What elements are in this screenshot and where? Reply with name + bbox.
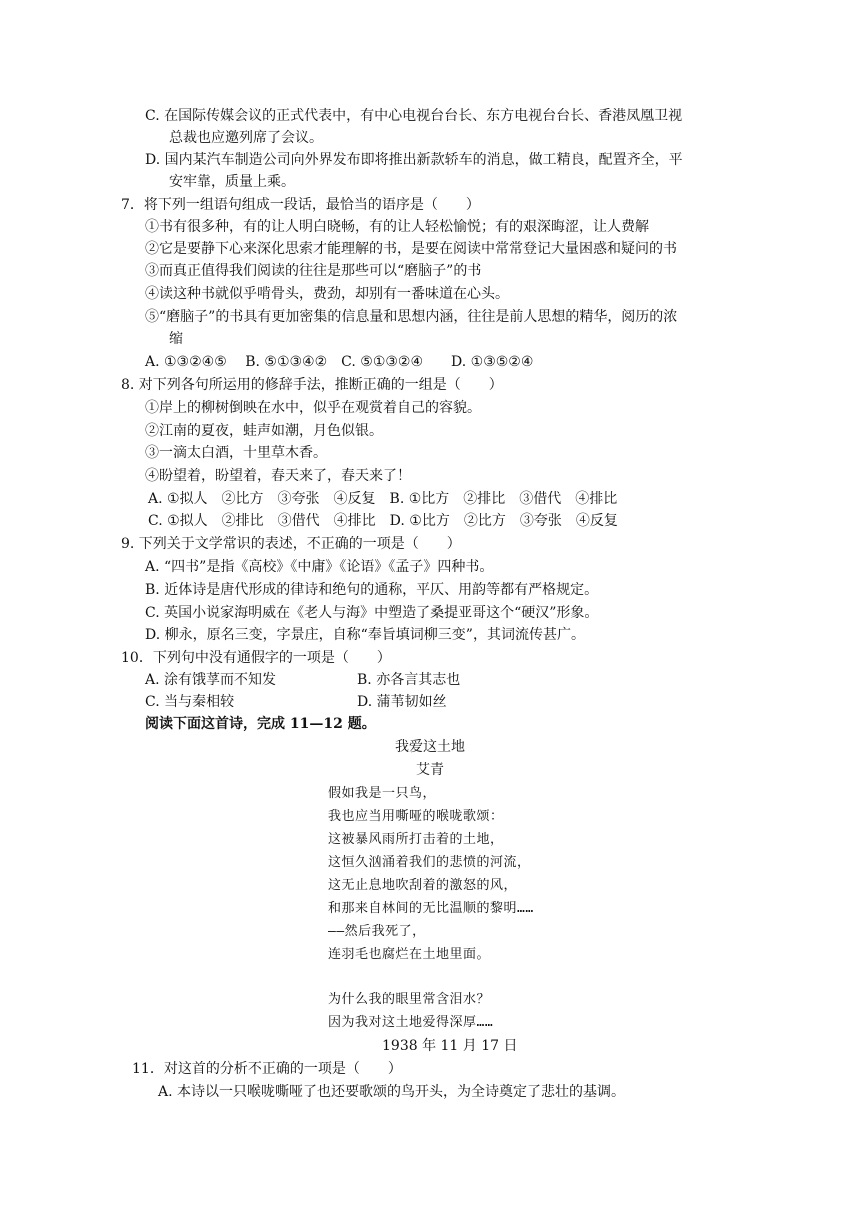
q6-option-c-cont: 总裁也应邀列席了会议。 (169, 130, 323, 146)
q9-stem: 9. 下列关于文学常识的表述，不正确的一项是（ ） (121, 536, 461, 552)
q7-stem: 7．将下列一组语句组成一段话，最恰当的语序是（ ） (121, 197, 480, 213)
q8-sentence-1: ①岸上的柳树倒映在水中，似乎在观赏着自己的容貌。 (145, 400, 481, 416)
q7-sentence-5: ⑤“磨脑子”的书具有更加密集的信息量和思想内涵，往往是前人思想的精华，阅历的浓 (145, 309, 678, 325)
q8-options-ab: A. ①拟人 ②比方 ③夸张 ④反复 B. ①比方 ②排比 ③借代 ④排比 (148, 491, 618, 507)
poem-line: 因为我对这土地爱得深厚…… (328, 1015, 494, 1030)
q8-sentence-3: ③一滴太白酒，十里草木香。 (145, 445, 327, 461)
q7-sentence-3: ③而真正值得我们阅读的往往是那些可以“磨脑子”的书 (145, 263, 482, 279)
poem-line: 这被暴风雨所打击着的土地， (328, 832, 504, 847)
q9-option-a: A. “四书”是指《高校》《中庸》《论语》《孟子》四种书。 (145, 559, 494, 575)
poem-date: 1938 年 11 月 17 日 (382, 1038, 518, 1054)
poem-line: 和那来自林间的无比温顺的黎明…… (328, 901, 534, 916)
poem-line: ——然后我死了， (328, 924, 426, 939)
poem-title: 我爱这土地 (395, 739, 465, 755)
q6-option-d-cont: 安牢靠，质量上乘。 (169, 174, 295, 190)
poem-line: 连羽毛也腐烂在土地里面。 (328, 947, 491, 962)
q8-sentence-4: ④盼望着，盼望着，春天来了，春天来了！ (145, 468, 411, 484)
poem-line: 这无止息地吹刮着的激怒的风， (328, 878, 518, 893)
q6-option-c: C. 在国际传媒会议的正式代表中，有中心电视台台长、东方电视台台长、香港凤凰卫视 (145, 108, 683, 124)
q9-option-b: B. 近体诗是唐代形成的律诗和绝句的通称，平仄、用韵等都有严格规定。 (145, 582, 599, 598)
q8-options-cd: C. ①拟人 ②排比 ③借代 ④排比 D. ①比方 ②比方 ③夸张 ④反复 (148, 513, 618, 529)
q7-options: A. ①③②④⑤ B. ⑤①③④② C. ⑤①③②④ D. ①③⑤②④ (145, 354, 534, 370)
q7-sentence-2: ②它是要静下心来深化思索才能理解的书，是要在阅读中常常登记大量困惑和疑问的书 (145, 241, 677, 257)
q11-stem: 11．对这首的分析不正确的一项是（ ） (132, 1061, 402, 1077)
q10-stem: 10．下列句中没有通假字的一项是（ ） (121, 650, 391, 666)
q10-option-b: B. 亦各言其志也 (357, 672, 461, 688)
poem-author: 艾青 (416, 762, 444, 778)
poem-line: 假如我是一只鸟， (328, 786, 437, 801)
q7-sentence-4: ④读这种书就似乎啃骨头，费劲，却别有一番味道在心头。 (145, 286, 509, 302)
poem-line: 我也应当用嘶哑的喉咙歌颂： (328, 809, 504, 824)
q9-option-d: D. 柳永，原名三变，字景庄，自称“奉旨填词柳三变”，其词流传甚广。 (145, 627, 585, 643)
q9-option-c: C. 英国小说家海明威在《老人与海》中塑造了桑提亚哥这个“硬汉”形象。 (145, 605, 599, 621)
q6-option-d: D. 国内某汽车制造公司向外界发布即将推出新款轿车的消息，做工精良，配置齐全，平 (145, 152, 683, 168)
reading-instruction: 阅读下面这首诗，完成 11—12 题。 (145, 716, 376, 732)
q7-sentence-5-cont: 缩 (169, 331, 183, 347)
q7-sentence-1: ①书有很多种，有的让人明白晓畅，有的让人轻松愉悦；有的艰深晦涩，让人费解 (145, 219, 649, 235)
q10-option-c: C. 当与秦相较 (145, 694, 235, 710)
q8-stem: 8. 对下列各句所运用的修辞手法，推断正确的一组是（ ） (121, 377, 503, 393)
q10-option-d: D. 蒲苇韧如丝 (357, 694, 447, 710)
poem-line: 为什么我的眼里常含泪水？ (328, 992, 491, 1007)
q8-sentence-2: ②江南的夏夜，蛙声如潮，月色似银。 (145, 423, 383, 439)
poem-line: 这恒久汹涌着我们的悲愤的河流， (328, 855, 531, 870)
q10-option-a: A. 涂有饿莩而不知发 (145, 672, 277, 688)
q11-option-a: A. 本诗以一只喉咙嘶哑了也还要歌颂的鸟开头，为全诗奠定了悲壮的基调。 (158, 1084, 626, 1100)
